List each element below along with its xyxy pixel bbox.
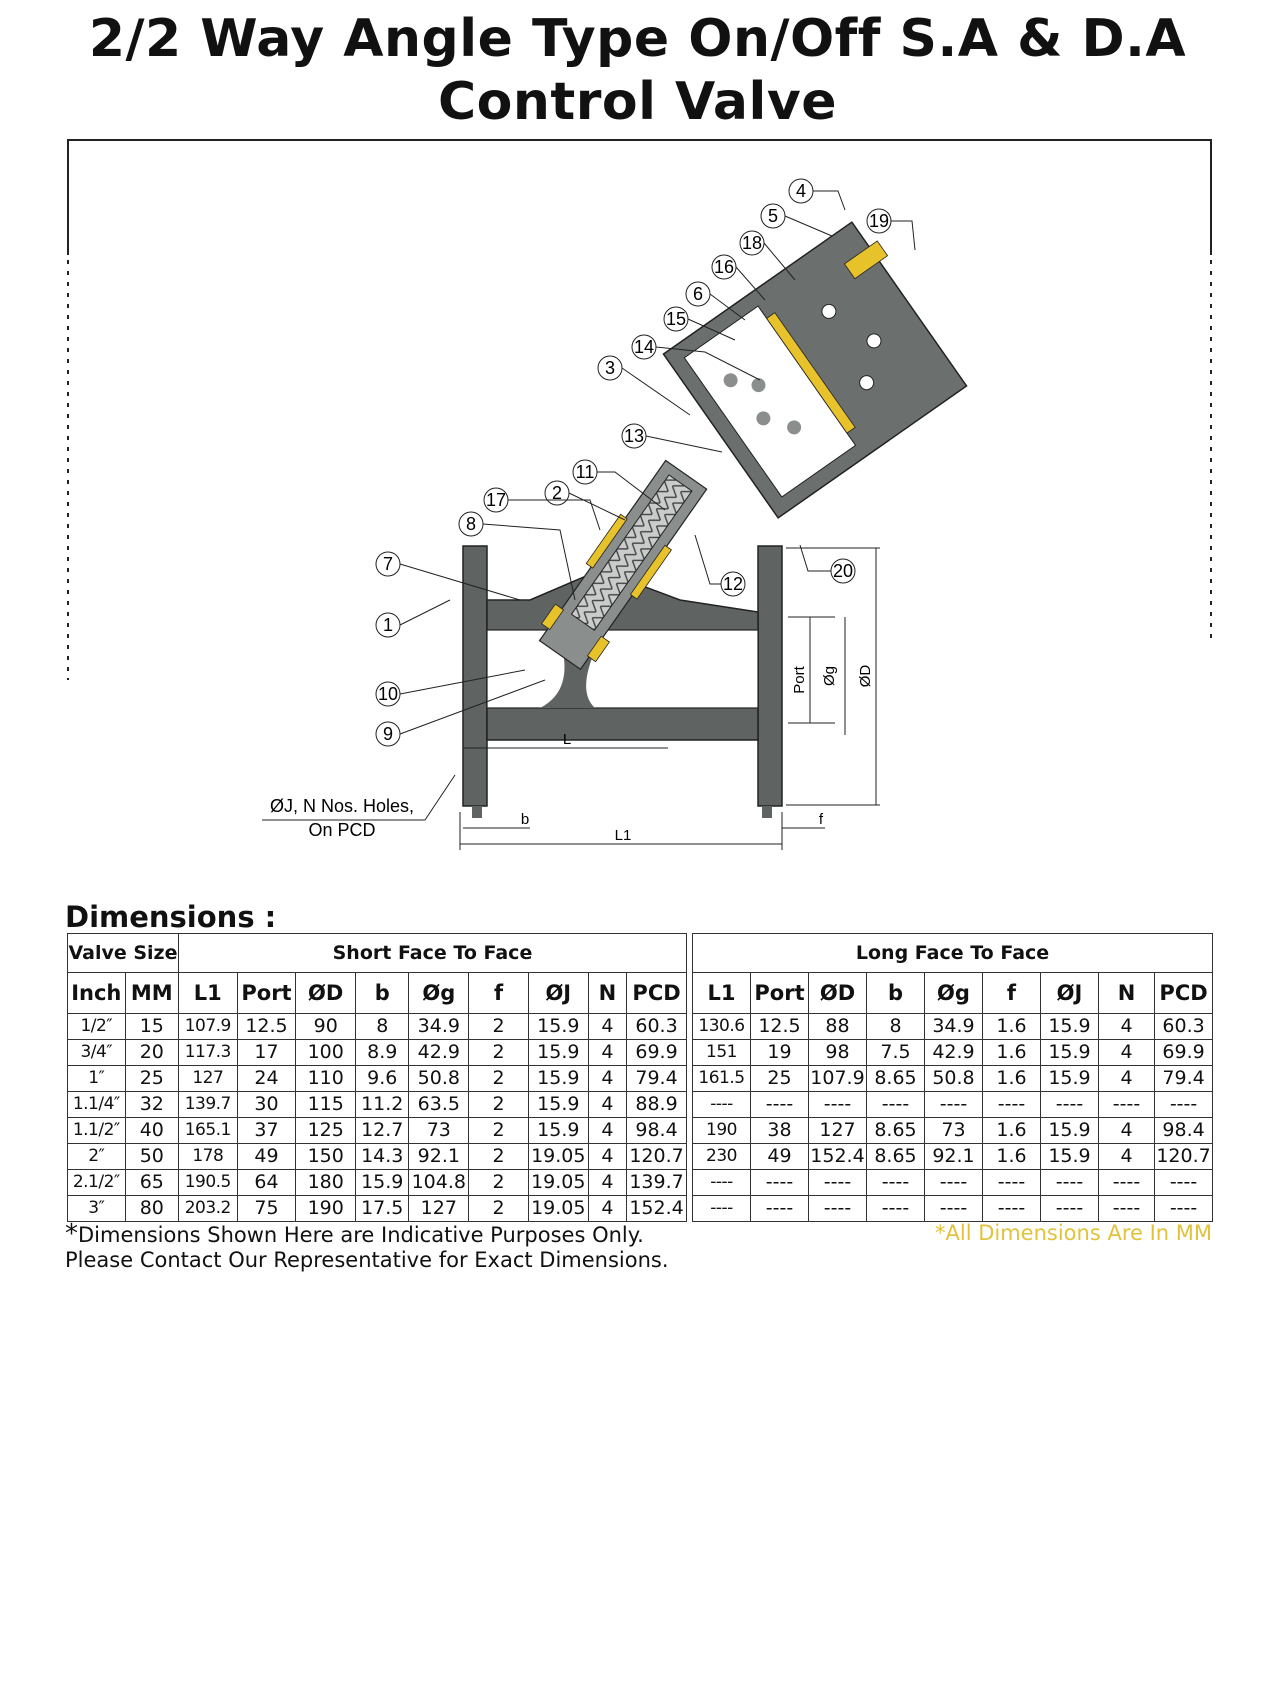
svg-text:12: 12 xyxy=(722,574,744,594)
svg-text:20: 20 xyxy=(832,561,854,581)
callout-11 xyxy=(573,460,597,484)
dimensions-heading: Dimensions : xyxy=(65,900,277,934)
table-cell: ---- xyxy=(751,1092,809,1118)
group-short-face: Short Face To Face xyxy=(178,934,686,973)
cell-inch: 1.1/2″ xyxy=(68,1118,126,1144)
table-row xyxy=(693,1196,1213,1222)
table-cell: 2 xyxy=(469,1118,529,1144)
table-cell: 190 xyxy=(693,1118,751,1144)
table-cell: 2 xyxy=(469,1066,529,1092)
table-cell: 100 xyxy=(296,1040,356,1066)
callout-17 xyxy=(484,488,508,512)
table-cell: 190.5 xyxy=(178,1170,237,1196)
table-row xyxy=(693,1040,1213,1066)
table-cell: ---- xyxy=(809,1196,867,1222)
label-g: Øg xyxy=(821,665,838,687)
note-line-2: Please Contact Our Representative for Exact Dimensions. xyxy=(65,1248,669,1272)
table-cell: ---- xyxy=(867,1092,925,1118)
column-header: ØD xyxy=(296,973,356,1014)
column-header: Port xyxy=(237,973,296,1014)
table-cell: 178 xyxy=(178,1144,237,1170)
table-cell: 69.9 xyxy=(627,1040,687,1066)
table-cell: 15.9 xyxy=(528,1014,588,1040)
svg-text:17: 17 xyxy=(485,490,507,510)
table-cell: 19.05 xyxy=(528,1196,588,1222)
table-cell: 4 xyxy=(1099,1040,1155,1066)
table-cell: 2 xyxy=(469,1092,529,1118)
table-cell: 64 xyxy=(237,1170,296,1196)
cell-inch: 1″ xyxy=(68,1066,126,1092)
cell-inch: 2″ xyxy=(68,1144,126,1170)
table-cell: 15.9 xyxy=(356,1170,409,1196)
table-cell: 49 xyxy=(751,1144,809,1170)
column-header: Port xyxy=(751,973,809,1014)
table-cell: 4 xyxy=(588,1066,626,1092)
table-cell: 104.8 xyxy=(409,1170,469,1196)
actuator xyxy=(663,216,974,517)
group-long-face: Long Face To Face xyxy=(693,934,1213,973)
callout-14 xyxy=(632,335,656,359)
table-cell: 117.3 xyxy=(178,1040,237,1066)
table-cell: 25 xyxy=(751,1066,809,1092)
table-cell: 2 xyxy=(469,1170,529,1196)
table-cell: 4 xyxy=(1099,1144,1155,1170)
table-cell: ---- xyxy=(1155,1196,1213,1222)
table-cell: 98.4 xyxy=(627,1118,687,1144)
column-header: b xyxy=(867,973,925,1014)
cell-mm: 80 xyxy=(125,1196,178,1222)
callout-18 xyxy=(740,231,764,255)
table-row xyxy=(693,1170,1213,1196)
table-cell: 15.9 xyxy=(1041,1144,1099,1170)
label-holes-2: On PCD xyxy=(308,820,376,840)
table-cell: ---- xyxy=(925,1170,983,1196)
table-cell: 115 xyxy=(296,1092,356,1118)
label-b: b xyxy=(520,811,530,828)
table-cell: ---- xyxy=(809,1092,867,1118)
table-cell: 15.9 xyxy=(1041,1014,1099,1040)
table-cell: ---- xyxy=(983,1170,1041,1196)
table-cell: 2 xyxy=(469,1014,529,1040)
column-header: ØJ xyxy=(1041,973,1099,1014)
table-row xyxy=(693,1144,1213,1170)
svg-text:16: 16 xyxy=(713,257,735,277)
table-cell: 8.9 xyxy=(356,1040,409,1066)
column-header: ØJ xyxy=(528,973,588,1014)
table-row xyxy=(68,1014,687,1040)
callout-3 xyxy=(598,356,622,380)
table-cell: ---- xyxy=(1155,1092,1213,1118)
table-cell: 139.7 xyxy=(627,1170,687,1196)
table-cell: 4 xyxy=(588,1092,626,1118)
long-face-table xyxy=(692,933,1213,1222)
table-cell: ---- xyxy=(867,1170,925,1196)
table-cell: 1.6 xyxy=(983,1040,1041,1066)
callout-2 xyxy=(545,481,569,505)
table-cell: 151 xyxy=(693,1040,751,1066)
table-cell: ---- xyxy=(693,1092,751,1118)
svg-text:19: 19 xyxy=(868,211,890,231)
table-cell: 60.3 xyxy=(1155,1014,1213,1040)
cell-inch: 1/2″ xyxy=(68,1014,126,1040)
label-f: f xyxy=(818,811,824,828)
table-cell: ---- xyxy=(693,1196,751,1222)
table-cell: 34.9 xyxy=(409,1014,469,1040)
table-cell: 127 xyxy=(809,1118,867,1144)
cell-inch: 2.1/2″ xyxy=(68,1170,126,1196)
table-cell: 69.9 xyxy=(1155,1040,1213,1066)
column-header: Inch xyxy=(68,973,126,1014)
table-cell: 15.9 xyxy=(528,1066,588,1092)
title-line-2: Control Valve xyxy=(437,72,838,132)
callout-13 xyxy=(622,424,646,448)
callout-16 xyxy=(712,255,736,279)
table-cell: 75 xyxy=(237,1196,296,1222)
table-cell: ---- xyxy=(751,1196,809,1222)
table-cell: ---- xyxy=(1155,1170,1213,1196)
column-header: L1 xyxy=(178,973,237,1014)
table-cell: 4 xyxy=(588,1040,626,1066)
table-cell: 161.5 xyxy=(693,1066,751,1092)
table-cell: 17 xyxy=(237,1040,296,1066)
callout-5 xyxy=(761,204,785,228)
title-line-1: 2/2 Way Angle Type On/Off S.A & D.A xyxy=(88,9,1187,69)
table-cell: 8 xyxy=(867,1014,925,1040)
table-cell: 150 xyxy=(296,1144,356,1170)
callout-20 xyxy=(831,559,855,583)
table-cell: 2 xyxy=(469,1144,529,1170)
svg-text:10: 10 xyxy=(377,684,399,704)
callout-9 xyxy=(376,722,400,746)
note-star: * xyxy=(65,1219,78,1249)
table-cell: 1.6 xyxy=(983,1144,1041,1170)
label-port: Port xyxy=(791,666,808,694)
table-cell: 17.5 xyxy=(356,1196,409,1222)
table-cell: 127 xyxy=(178,1066,237,1092)
table-cell: ---- xyxy=(983,1092,1041,1118)
column-header: N xyxy=(588,973,626,1014)
column-header: f xyxy=(983,973,1041,1014)
table-cell: 63.5 xyxy=(409,1092,469,1118)
table-cell: ---- xyxy=(693,1170,751,1196)
cell-mm: 32 xyxy=(125,1092,178,1118)
table-cell: ---- xyxy=(983,1196,1041,1222)
table-cell: 152.4 xyxy=(627,1196,687,1222)
table-cell: ---- xyxy=(1041,1196,1099,1222)
column-header: b xyxy=(356,973,409,1014)
table-row xyxy=(68,1118,687,1144)
table-cell: 90 xyxy=(296,1014,356,1040)
callout-8 xyxy=(459,512,483,536)
column-header: Øg xyxy=(925,973,983,1014)
table-cell: 88 xyxy=(809,1014,867,1040)
short-face-table xyxy=(67,933,687,1222)
table-cell: 30 xyxy=(237,1092,296,1118)
cell-inch: 1.1/4″ xyxy=(68,1092,126,1118)
table-cell: 165.1 xyxy=(178,1118,237,1144)
svg-text:5: 5 xyxy=(767,206,779,226)
callout-4 xyxy=(789,179,813,203)
column-header: PCD xyxy=(627,973,687,1014)
table-cell: 15.9 xyxy=(1041,1066,1099,1092)
table-cell: 8.65 xyxy=(867,1118,925,1144)
cell-mm: 25 xyxy=(125,1066,178,1092)
table-cell: 60.3 xyxy=(627,1014,687,1040)
disclaimer-note xyxy=(65,1219,669,1273)
table-cell: ---- xyxy=(1099,1170,1155,1196)
table-cell: 73 xyxy=(409,1118,469,1144)
table-cell: 4 xyxy=(588,1170,626,1196)
svg-text:14: 14 xyxy=(633,337,655,357)
table-cell: 190 xyxy=(296,1196,356,1222)
svg-text:11: 11 xyxy=(575,462,595,482)
table-cell: 42.9 xyxy=(925,1040,983,1066)
table-cell: 42.9 xyxy=(409,1040,469,1066)
table-row xyxy=(68,1040,687,1066)
column-header: f xyxy=(469,973,529,1014)
table-cell: 92.1 xyxy=(409,1144,469,1170)
callout-10 xyxy=(376,682,400,706)
svg-text:2: 2 xyxy=(551,483,563,503)
column-header: L1 xyxy=(693,973,751,1014)
table-cell: 152.4 xyxy=(809,1144,867,1170)
callout-19 xyxy=(867,209,891,233)
cell-mm: 15 xyxy=(125,1014,178,1040)
table-row xyxy=(693,1066,1213,1092)
cell-mm: 65 xyxy=(125,1170,178,1196)
table-cell: 120.7 xyxy=(1155,1144,1213,1170)
table-row xyxy=(693,1014,1213,1040)
table-cell: 50.8 xyxy=(925,1066,983,1092)
table-cell: 38 xyxy=(751,1118,809,1144)
table-cell: 130.6 xyxy=(693,1014,751,1040)
table-cell: ---- xyxy=(751,1170,809,1196)
table-cell: ---- xyxy=(1099,1196,1155,1222)
table-cell: 1.6 xyxy=(983,1066,1041,1092)
table-cell: 125 xyxy=(296,1118,356,1144)
table-cell: ---- xyxy=(867,1196,925,1222)
table-cell: 14.3 xyxy=(356,1144,409,1170)
cell-mm: 40 xyxy=(125,1118,178,1144)
table-cell: ---- xyxy=(1041,1170,1099,1196)
table-cell: 110 xyxy=(296,1066,356,1092)
table-cell: 1.6 xyxy=(983,1014,1041,1040)
table-cell: 4 xyxy=(588,1014,626,1040)
table-cell: 79.4 xyxy=(627,1066,687,1092)
table-cell: 2 xyxy=(469,1196,529,1222)
svg-text:3: 3 xyxy=(604,358,616,378)
table-cell: 2 xyxy=(469,1040,529,1066)
table-cell: 98 xyxy=(809,1040,867,1066)
label-holes-1: ØJ, N Nos. Holes, xyxy=(269,796,415,816)
table-cell: 15.9 xyxy=(528,1040,588,1066)
table-cell: 15.9 xyxy=(1041,1118,1099,1144)
table-cell: 15.9 xyxy=(528,1118,588,1144)
table-cell: 4 xyxy=(1099,1066,1155,1092)
cell-inch: 3″ xyxy=(68,1196,126,1222)
label-D: ØD xyxy=(857,664,874,688)
table-cell: 8.65 xyxy=(867,1066,925,1092)
cell-inch: 3/4″ xyxy=(68,1040,126,1066)
table-cell: 9.6 xyxy=(356,1066,409,1092)
table-cell: ---- xyxy=(1041,1092,1099,1118)
callout-12 xyxy=(721,572,745,596)
svg-text:9: 9 xyxy=(382,724,394,744)
column-header: ØD xyxy=(809,973,867,1014)
table-cell: 120.7 xyxy=(627,1144,687,1170)
table-cell: 4 xyxy=(588,1196,626,1222)
table-cell: 37 xyxy=(237,1118,296,1144)
table-row xyxy=(68,1066,687,1092)
svg-text:4: 4 xyxy=(795,181,807,201)
callout-7 xyxy=(376,552,400,576)
column-header: MM xyxy=(125,973,178,1014)
svg-text:1: 1 xyxy=(382,615,394,635)
table-cell: 8.65 xyxy=(867,1144,925,1170)
cell-mm: 50 xyxy=(125,1144,178,1170)
table-cell: 180 xyxy=(296,1170,356,1196)
table-cell: 12.7 xyxy=(356,1118,409,1144)
table-cell: 12.5 xyxy=(751,1014,809,1040)
table-cell: 11.2 xyxy=(356,1092,409,1118)
table-cell: 88.9 xyxy=(627,1092,687,1118)
group-valve-size: Valve Size xyxy=(68,934,179,973)
table-cell: ---- xyxy=(925,1092,983,1118)
table-cell: 4 xyxy=(588,1144,626,1170)
column-header: N xyxy=(1099,973,1155,1014)
table-row xyxy=(68,1170,687,1196)
callout-15 xyxy=(664,307,688,331)
table-cell: 203.2 xyxy=(178,1196,237,1222)
table-cell: 98.4 xyxy=(1155,1118,1213,1144)
table-row xyxy=(68,1144,687,1170)
table-cell: 230 xyxy=(693,1144,751,1170)
table-cell: 107.9 xyxy=(809,1066,867,1092)
table-cell: 4 xyxy=(588,1118,626,1144)
table-cell: 139.7 xyxy=(178,1092,237,1118)
table-row xyxy=(693,1092,1213,1118)
svg-text:15: 15 xyxy=(665,309,687,329)
svg-text:13: 13 xyxy=(623,426,645,446)
table-cell: 12.5 xyxy=(237,1014,296,1040)
callout-1 xyxy=(376,613,400,637)
table-cell: 49 xyxy=(237,1144,296,1170)
table-row xyxy=(693,1118,1213,1144)
note-line-1: Dimensions Shown Here are Indicative Purposes Only. xyxy=(78,1223,644,1247)
table-cell: ---- xyxy=(1099,1092,1155,1118)
table-cell: 127 xyxy=(409,1196,469,1222)
table-cell: 92.1 xyxy=(925,1144,983,1170)
table-cell: 79.4 xyxy=(1155,1066,1213,1092)
table-cell: 19.05 xyxy=(528,1170,588,1196)
table-cell: 19 xyxy=(751,1040,809,1066)
table-cell: 50.8 xyxy=(409,1066,469,1092)
svg-text:6: 6 xyxy=(692,284,704,304)
table-cell: 7.5 xyxy=(867,1040,925,1066)
units-note: *All Dimensions Are In MM xyxy=(935,1221,1212,1245)
table-cell: ---- xyxy=(809,1170,867,1196)
table-row xyxy=(68,1092,687,1118)
table-cell: 15.9 xyxy=(528,1092,588,1118)
cell-mm: 20 xyxy=(125,1040,178,1066)
table-cell: 107.9 xyxy=(178,1014,237,1040)
svg-text:8: 8 xyxy=(465,514,477,534)
svg-text:7: 7 xyxy=(382,554,394,574)
table-cell: 4 xyxy=(1099,1118,1155,1144)
table-cell: 73 xyxy=(925,1118,983,1144)
table-cell: 8 xyxy=(356,1014,409,1040)
callout-6 xyxy=(686,282,710,306)
svg-text:18: 18 xyxy=(741,233,763,253)
table-cell: 34.9 xyxy=(925,1014,983,1040)
table-cell: ---- xyxy=(925,1196,983,1222)
table-row xyxy=(68,1196,687,1222)
column-header: Øg xyxy=(409,973,469,1014)
table-cell: 1.6 xyxy=(983,1118,1041,1144)
table-cell: 24 xyxy=(237,1066,296,1092)
table-cell: 4 xyxy=(1099,1014,1155,1040)
label-L: L xyxy=(562,731,572,748)
table-cell: 19.05 xyxy=(528,1144,588,1170)
table-cell: 15.9 xyxy=(1041,1040,1099,1066)
label-L1: L1 xyxy=(614,827,632,844)
column-header: PCD xyxy=(1155,973,1213,1014)
